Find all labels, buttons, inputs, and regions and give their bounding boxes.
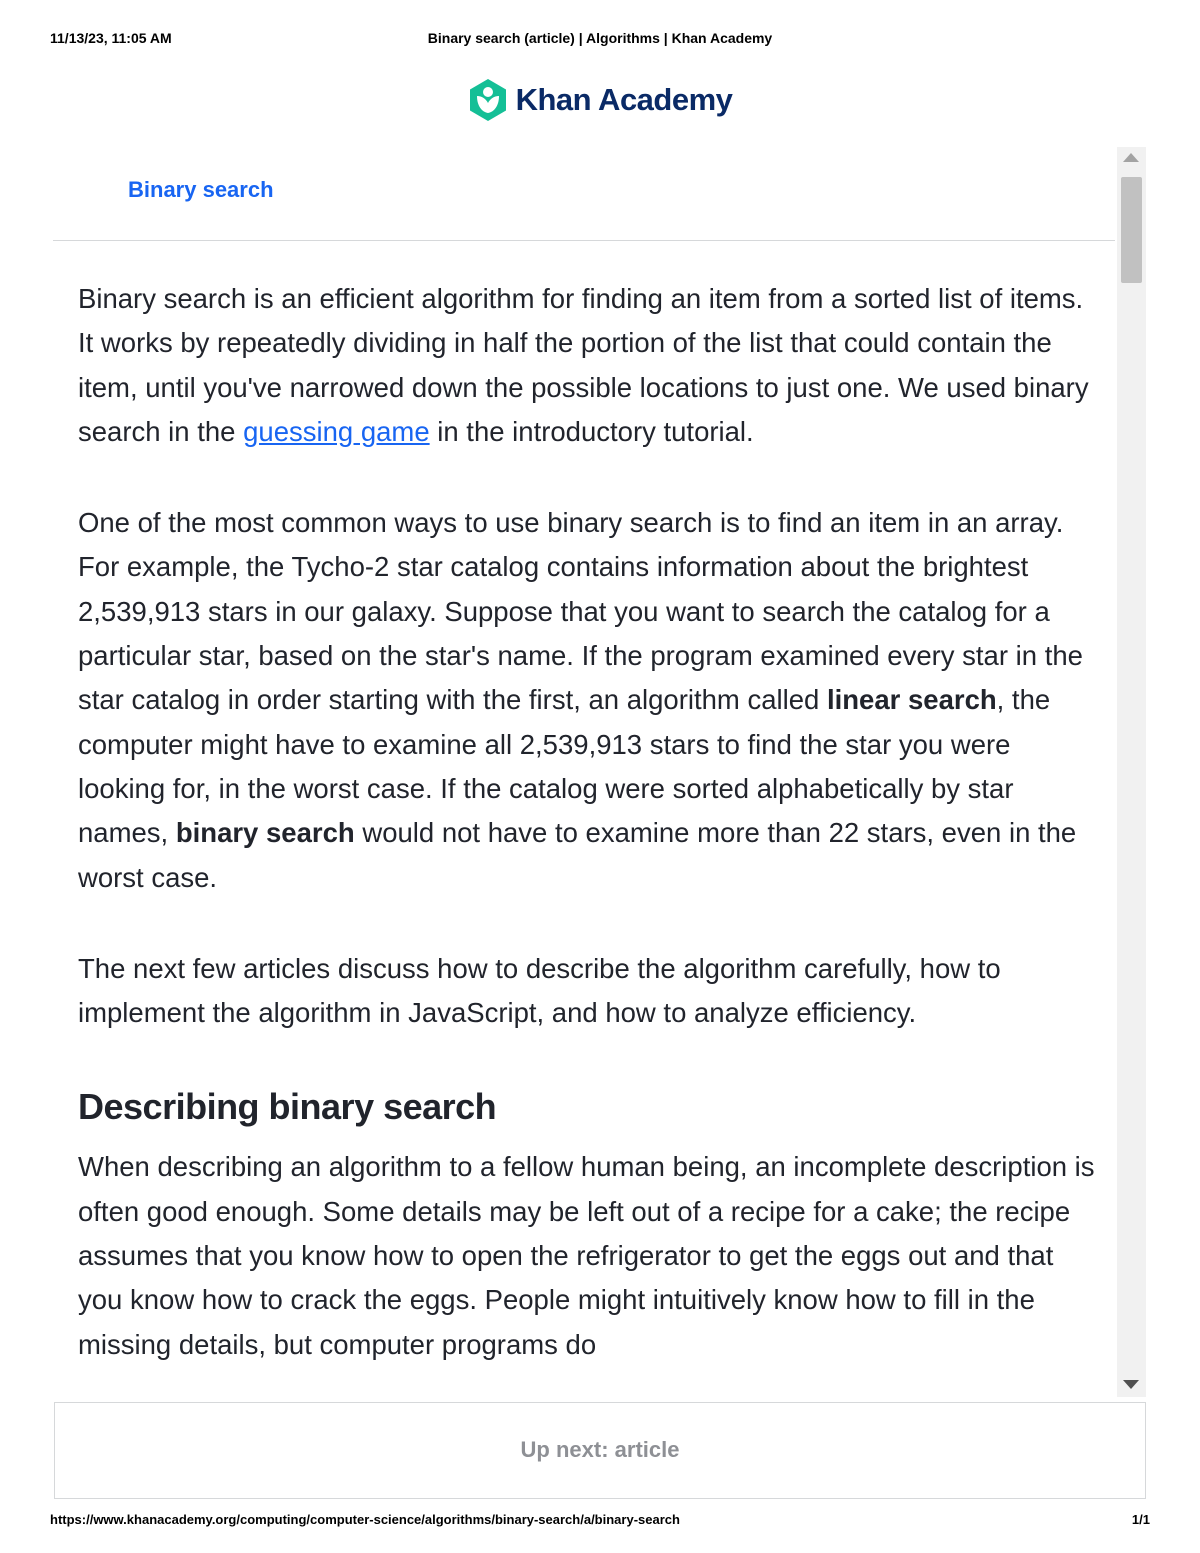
- tab-binary-search[interactable]: Binary search: [128, 177, 274, 202]
- guessing-game-link[interactable]: guessing game: [243, 415, 430, 447]
- up-next-button[interactable]: [54, 1402, 1146, 1499]
- article-tab-bar: [53, 147, 1115, 241]
- term-binary-search: binary search: [175, 817, 355, 849]
- print-url: https://www.khanacademy.org/computing/computer-science/algorithms/binary-search/a/binary-search: [50, 1512, 680, 1527]
- section-heading: Describing binary search: [78, 1086, 497, 1128]
- khan-academy-logo[interactable]: [0, 78, 1200, 122]
- article-paragraph: One of the most common ways to use binary search is to find an item in an array. For example, the Tycho-2 star catalog contains information about the brightest 2,539,913 stars in our galaxy. Suppose that you want to search the catalog for a particular star, based on the star's name. If the program examined every star in the star catalog in order starting with the first, an algorithm called linear search, the computer might have to examine all 2,539,913 stars to find the star you were looking for, in the worst case. If the catalog were sorted alphabetically by star names, binary search would not have to examine more than 22 stars, even in the worst case.: [78, 507, 1083, 893]
- scroll-down-arrow-icon[interactable]: [1123, 1380, 1139, 1389]
- article-paragraph: The next few articles discuss how to describe the algorithm carefully, how to implement the algorithm in JavaScript, and how to analyze efficiency.: [78, 952, 1001, 1029]
- article-body: [78, 277, 1098, 1397]
- print-footer: [50, 1512, 1150, 1528]
- print-page-number: 1/1: [1131, 1512, 1150, 1527]
- khan-academy-hexagon-icon: [468, 78, 508, 122]
- article-paragraph: When describing an algorithm to a fellow human being, an incomplete description is often good enough. Some details may be left out of a recipe for a cake; the recipe assumes that you know how to open the refrigerator to get the eggs out and that you know how to crack the eggs. People might intuitively know how to fill in the missing details, but computer programs do: [78, 1151, 1095, 1360]
- vertical-scrollbar[interactable]: [1117, 147, 1146, 1397]
- print-page-title: Binary search (article) | Algorithms | Khan Academy: [427, 30, 773, 46]
- scrollbar-thumb[interactable]: [1121, 177, 1142, 283]
- scroll-up-arrow-icon[interactable]: [1123, 153, 1139, 162]
- print-datetime: 11/13/23, 11:05 AM: [50, 30, 172, 46]
- term-linear-search: linear search: [826, 684, 997, 716]
- article-paragraph: Binary search is an efficient algorithm for finding an item from a sorted list of items. It works by repeatedly dividing in half the portion of the list that could contain the item, until you've narrowed down the possible locations to just one. We used binary search in the guessing game in the introductory tutorial.: [78, 283, 1089, 447]
- article-frame: [53, 147, 1146, 1397]
- print-header: [50, 30, 1150, 48]
- logo-wordmark: Khan Academy: [515, 82, 733, 117]
- up-next-label: Up next: article: [520, 1437, 680, 1462]
